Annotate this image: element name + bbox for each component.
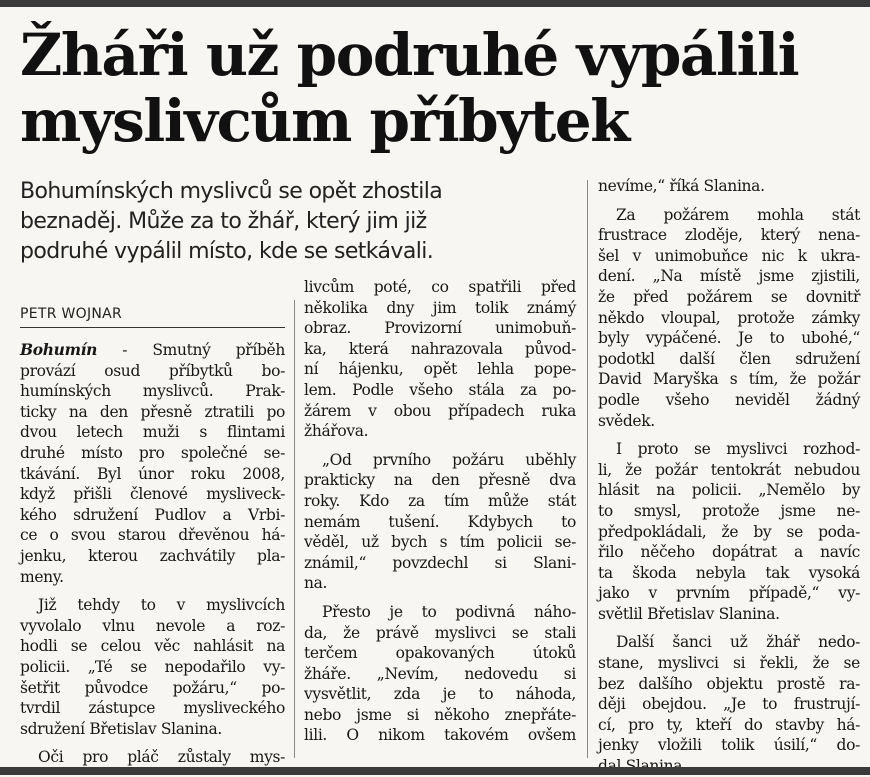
headline-line-1: Žháři už podruhé vypálili [20,21,799,89]
text-line: druhé místo pro společné se- [20,443,285,462]
text-line: žhářova. [304,422,369,441]
text-line: Za požárem mohla stát [616,205,860,224]
text-line: humínských myslivců. Prak- [20,382,285,401]
text-line: na. [304,574,328,593]
text-line: terčem opakovaných útoků [304,644,576,663]
text-line: když přišli členové mysliveck- [20,485,285,504]
text-line: cí, pro ty, kteří do stavby há- [598,715,860,734]
text-line: ta škoda nebyla tak vysoká [598,563,860,582]
dateline-continuation: - Smutný příběh [97,341,285,359]
text-line: I proto se myslivci rozhod- [616,440,860,459]
text-line: několika dny jim tolik známý [304,298,576,317]
text-line: obraz. Provizorní unimobuň- [304,319,576,338]
text-line: policii. „Té se nepodařilo vy- [20,657,285,676]
text-line: šetřit původce požáru,“ po- [20,678,285,697]
text-line: jako v prvním případě,“ vy- [598,584,860,603]
text-line: livcům poté, co spatřili před [304,278,576,296]
text-line: David Maryška s tím, že požár [598,370,860,389]
text-line: že před požárem se dovnitř [598,287,860,306]
text-line: Již tehdy to v myslivcích [38,596,285,615]
text-line: ticky na den přesně ztratili po [20,402,285,421]
text-line: tkávání. Byl únor roku 2008, [20,464,285,483]
text-line: šel v unimobuňce nic k ukra- [598,246,860,265]
text-line: ději obejdou. „Je to frustrují- [598,695,860,714]
text-line: známil,“ povzdechl si Slani- [304,553,576,572]
article-column-1 [20,340,285,768]
text-line: „Od prvního požáru uběhly [322,450,576,469]
text-line: dení. „Na místě jsme zjistili, [598,267,860,286]
byline: PETR WOJNAR [20,306,285,328]
text-line: stane, myslivci si řekli, že se [598,654,860,673]
top-border-rule [0,0,870,7]
text-line: frustrace zloděje, který nena- [598,226,860,245]
text-line: vyvolalo vlnu nevole a roz- [20,616,285,635]
column-divider [294,300,295,758]
dateline: Bohumín [20,340,98,359]
text-line: ce o svou starou dřevěnou há- [20,526,285,545]
text-line: jenku, kterou zachvátily pla- [20,546,285,565]
text-line: žháře. „Nevím, nedovedu si [304,664,576,683]
text-line: to smysl, protože jsme ne- [598,501,860,520]
text-line: ní hájenku, opět lehla pope- [304,360,576,379]
text-line: roky. Kdo za tím může stát [304,491,576,510]
lead-line-2: beznaděj. Může za to žhář, který jim již [20,209,427,234]
text-line: ka, která nahrazovala původ- [304,339,576,358]
text-line: někdo vloupal, protože zámky [598,308,860,327]
text-line: prakticky na den přesně dva [304,471,576,490]
text-line: lem. Podle všeho stála za po- [304,380,576,399]
text-line: předpokládali, že by se poda- [598,522,860,541]
text-line: kého sdružení Pudlov a Vrbi- [20,505,285,524]
text-line: podle všeho neviděl žádný [598,390,860,409]
lead-paragraph [20,177,585,267]
text-line: tvrdil zástupce mysliveckého [20,699,285,718]
text-line: da, že právě myslivci se stali [304,623,576,642]
text-line: podotkl další člen sdružení [598,349,860,368]
lead-line-3: podruhé vypálil místo, kde se setkávali. [20,239,434,264]
text-line: Přesto je to podivná náho- [322,602,576,621]
text-line: lili. O nikom takovém ovšem [304,726,576,745]
headline [20,22,860,154]
text-line: byly vypáčené. Je to ubohé,“ [598,329,860,348]
text-line: nebo jsme si někoho znepřáte- [304,705,576,724]
lead-line-1: Bohumínských myslivců se opět zhostila [20,179,443,204]
article-column-2 [304,277,576,746]
text-line: jenky vložili tolik úsilí,“ do- [598,736,860,755]
text-line: nemám tušení. Kdybych to [304,512,576,531]
text-line: hodli se celou věc nahlásit na [20,637,285,656]
text-line: sdružení Břetislav Slanina. [20,719,222,738]
text-line [20,340,285,361]
text-line: meny. [20,567,64,586]
text-line: provází osud příbytků bo- [20,361,285,380]
bottom-border-rule [0,767,870,775]
article-column-3 [598,176,860,777]
column-divider [587,180,588,758]
text-line: řilo něčeho dopátrat a navíc [598,543,860,562]
text-line: žárem v obou případech ruka [304,401,576,420]
text-line: světlil Břetislav Slanina. [598,604,780,623]
text-line: li, že požár tentokrát nebudou [598,460,860,479]
text-line: věděl, už bych s tím policii se- [304,533,576,552]
text-line: nevíme,“ říká Slanina. [598,177,765,195]
text-line: bez dalšího objektu prostě ra- [598,674,860,693]
text-line: svědek. [598,411,655,430]
text-line: hlásit na policii. „Nemělo by [598,481,860,500]
text-line: Oči pro pláč zůstaly mys- [38,748,285,767]
text-line: Další šanci už žhář nedo- [616,633,860,652]
text-line: vysvětlit, zda je to náhoda, [304,685,576,704]
headline-line-2: myslivcům příbytek [20,87,629,155]
text-line: dvou letech muži s flintami [20,423,285,442]
